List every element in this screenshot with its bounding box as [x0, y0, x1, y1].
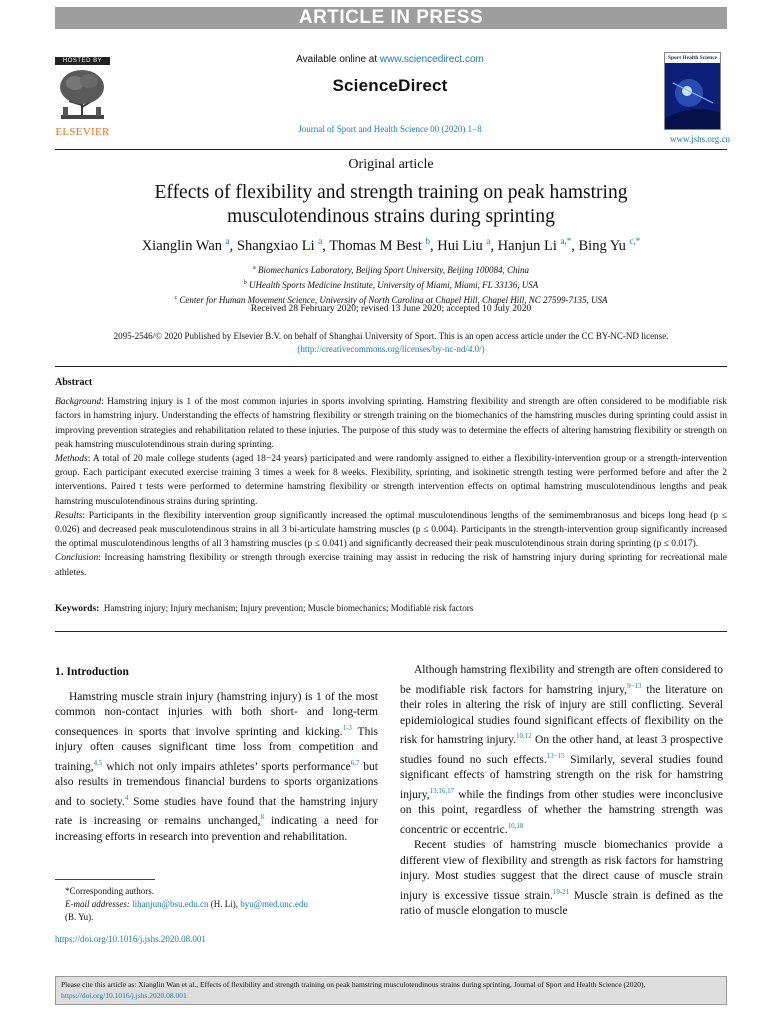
license-text: 2095-2546/© 2020 Published by Elsevier B.V. on behalf of Shanghai University of Sport. This is an open access article under the CC BY-NC-ND license.	[113, 331, 669, 341]
elsevier-tree-icon	[55, 65, 110, 121]
author[interactable]: Hanjun Li $^{a,*}$,	[497, 236, 579, 254]
citation-box	[55, 976, 727, 1005]
email-link[interactable]: byu@med.unc.edu	[240, 899, 308, 909]
text-run: Hamstring muscle strain injury (hamstring injury) is 1 of the most common non-contact injuries with both short- and long-term consequences in sports that involve sprinting and kicking.	[55, 690, 378, 738]
footnote-divider	[55, 879, 155, 880]
title-line-1: Effects of flexibility and strength training on peak hamstring	[154, 182, 628, 203]
reference-citation[interactable]: 4	[124, 793, 129, 802]
reference-citation[interactable]: 4,5	[93, 758, 103, 767]
reference-citation[interactable]: 19-21	[552, 887, 570, 896]
body-paragraph	[400, 838, 723, 920]
reference-citation[interactable]: 8	[260, 813, 265, 822]
journal-website-link[interactable]: www.jshs.org.cn	[670, 134, 730, 144]
sciencedirect-link[interactable]: www.sciencedirect.com	[379, 54, 484, 65]
text-run: On the other hand, at least 3 prospective studies found no such effects.	[400, 734, 723, 766]
reference-citation[interactable]: 10,18	[507, 821, 524, 830]
author-list	[55, 236, 727, 255]
sciencedirect-logo: ScienceDirect	[332, 76, 448, 95]
elsevier-logo	[55, 57, 110, 138]
cover-title: Sport Health Science	[665, 53, 720, 63]
abstract-conclusion: Conclusion: Increasing hamstring flexibility or strength through exercise training may assist in reducing the risk of hamstring injury during sprinting for recreational male athletes.	[55, 553, 727, 578]
affiliations	[55, 262, 727, 307]
body-paragraph	[400, 663, 723, 838]
reference-citation[interactable]: 1-3	[342, 723, 352, 732]
reference-citation[interactable]: 10,12	[516, 732, 532, 741]
text-run: This injury often causes significant time loss from competition and training,	[55, 725, 378, 773]
reference-citation[interactable]: 13−15	[546, 751, 565, 760]
text-run: Although hamstring flexibility and strength are often considered to be modifiable risk factors for hamstring injury,	[400, 664, 723, 696]
reference-citation[interactable]: 13,16,17	[429, 786, 455, 795]
affiliation: $^b$ UHealth Sports Medicine Institute, University of Miami, Miami, FL 33136, USA	[243, 280, 539, 290]
body-column-left	[55, 663, 378, 845]
text-run: Some studies have found that the hamstring injury rate is increasing or remains unchanged,	[55, 795, 378, 828]
reference-citation[interactable]: 9−13	[627, 681, 642, 690]
article-title	[55, 181, 727, 229]
text-run: Recent studies of hamstring muscle biomechanics provide a different view of flexibility and strength as risk factors for hamstring injury. Most studies suggest that the direct cause of muscle strain injury is excessive tissue strain.	[400, 839, 723, 902]
article-in-press-banner: ARTICLE IN PRESS	[55, 7, 727, 29]
body-column-right	[400, 663, 723, 920]
doi-link[interactable]: https://doi.org/10.1016/j.jshs.2020.08.001	[55, 934, 206, 944]
license-link[interactable]: (http://creativecommons.org/licenses/by-nc-nd/4.0/)	[297, 344, 485, 354]
email-owner: (B. Yu).	[65, 912, 94, 922]
author[interactable]: Bing Yu $^{c,*}$	[578, 236, 641, 254]
article-type: Original article	[348, 157, 434, 172]
body-paragraph	[55, 690, 378, 846]
text-run: but also results in tremendous financial burdens to sports organizations and to society.	[55, 760, 378, 808]
author[interactable]: Xianglin Wan $^a$,	[141, 236, 237, 254]
keywords	[55, 603, 727, 614]
license-statement	[55, 330, 727, 356]
hosted-by-label: HOSTED BY	[55, 57, 110, 65]
email-link[interactable]: lihanjun@bsu.edu.cn	[132, 899, 209, 909]
author[interactable]: Shangxiao Li $^a$,	[236, 236, 330, 254]
reference-citation[interactable]: 6,7	[350, 758, 360, 767]
abstract-heading: Abstract	[55, 377, 93, 388]
author[interactable]: Thomas M Best $^b$,	[329, 236, 438, 254]
cover-artwork-icon	[665, 63, 721, 130]
text-run: Similarly, several studies found significant effects of hamstring strength on the risk for hamstring injury,	[400, 753, 723, 801]
abstract-results: Results: Participants in the flexibility intervention group significantly increased the optimal musculotendinous lengths of the semimembranosus and biceps long head (p ≤ 0.026) and decreased peak musculotendinous strains in all 3 bi-articulate hamstring muscles (p ≤ 0.004). Participants in the strength-intervention group significantly increased the optimal musculotendinous lengths of all 3 hamstring muscles (p ≤ 0.041) and significantly decreased their peak musculotendinous strain during sprinting (p ≤ 0.017).	[55, 510, 727, 550]
corresponding-footnote	[55, 885, 378, 924]
abstract-background: Background: Hamstring injury is 1 of the most common injuries in sports involving sprinting. Hamstring flexibility and strength are often considered to be modifiable risk factors in hamstring injury. Understanding the effects of hamstring flexibility or strength training on the biomechanics of the hamstring muscles during sprinting could assist in improving prevention strategies and rehabilitation related to these injuries. The purpose of this study was to determine the effects of altering hamstring flexibility or strength on peak hamstring musculotendinous strain during sprinting.	[55, 397, 727, 450]
available-online	[200, 54, 580, 65]
section-heading: 1. Introduction	[55, 666, 129, 678]
citation-text: Please cite this article as: Xianglin Wan et al., Effects of flexibility and strength training on peak hamstring musculotendinous strains during sprinting, Journal of Sport and Health Science (2020),	[61, 980, 646, 989]
elsevier-wordmark: ELSEVIER	[55, 126, 110, 138]
abstract-top-divider	[55, 366, 727, 367]
available-prefix: Available online at	[296, 54, 380, 65]
text-run: Muscle strain is defined as the ratio of muscle elongation to muscle	[400, 889, 724, 918]
citation-doi-link[interactable]: https://doi.org/10.1016/j.jshs.2020.08.001	[61, 991, 187, 1000]
corresponding-label: *Corresponding authors.	[65, 886, 154, 896]
text-run: which not only impairs athletes’ sports performance	[102, 760, 351, 773]
keywords-text: Hamstring injury; Injury mechanism; Injury prevention; Muscle biomechanics; Modifiable risk factors	[103, 603, 474, 613]
author[interactable]: Hui Liu $^a$,	[437, 236, 498, 254]
journal-citation-line[interactable]: Journal of Sport and Health Science 00 (2020) 1−8	[298, 124, 482, 134]
abstract-section	[55, 376, 727, 580]
email-line: E-mail addresses: lihanjun@bsu.edu.cn (H. Li), byu@med.unc.edu	[65, 899, 308, 909]
header-divider	[55, 149, 727, 150]
title-line-2: musculotendinous strains during sprinting	[227, 206, 555, 227]
affiliation: $^c$ Center for Human Movement Science, University of North Carolina at Chapel Hill, Chapel Hill, NC 27599-7135, USA	[174, 295, 608, 305]
journal-cover-image	[664, 52, 721, 130]
text-run: while the findings from other studies were inconclusive on this point, regardless of whether the hamstring strength was concentric or eccentric.	[400, 788, 723, 836]
affiliation: $^a$ Biomechanics Laboratory, Beijing Sport University, Beijing 100084, China	[253, 265, 529, 275]
keywords-label: Keywords:	[55, 604, 100, 614]
article-dates: Received 28 February 2020; revised 13 June 2020; accepted 10 July 2020	[250, 304, 532, 314]
abstract-bottom-divider	[55, 631, 727, 632]
text-run: the literature on their roles in altering the risk of injury are still conflicting. Several epidemiological studies found significant effects of flexibility on the risk for hamstring injury.	[400, 683, 723, 747]
abstract-methods: Methods: A total of 20 male college students (aged 18−24 years) participated and were randomly assigned to either a flexibility-intervention group or a strength-intervention group. Each participant executed exercise training 3 times a week for 8 weeks. Flexibility, sprinting, and isokinetic strength testing were performed before and after the 2 interventions. Paired t tests were performed to determine hamstring flexibility or strength intervention effects on optimal hamstring musculotendinous lengths and peak hamstring musculotendinous strains during sprinting.	[55, 454, 727, 507]
text-run: indicating a need for increasing efforts in research into prevention and rehabilitation.	[55, 815, 378, 843]
